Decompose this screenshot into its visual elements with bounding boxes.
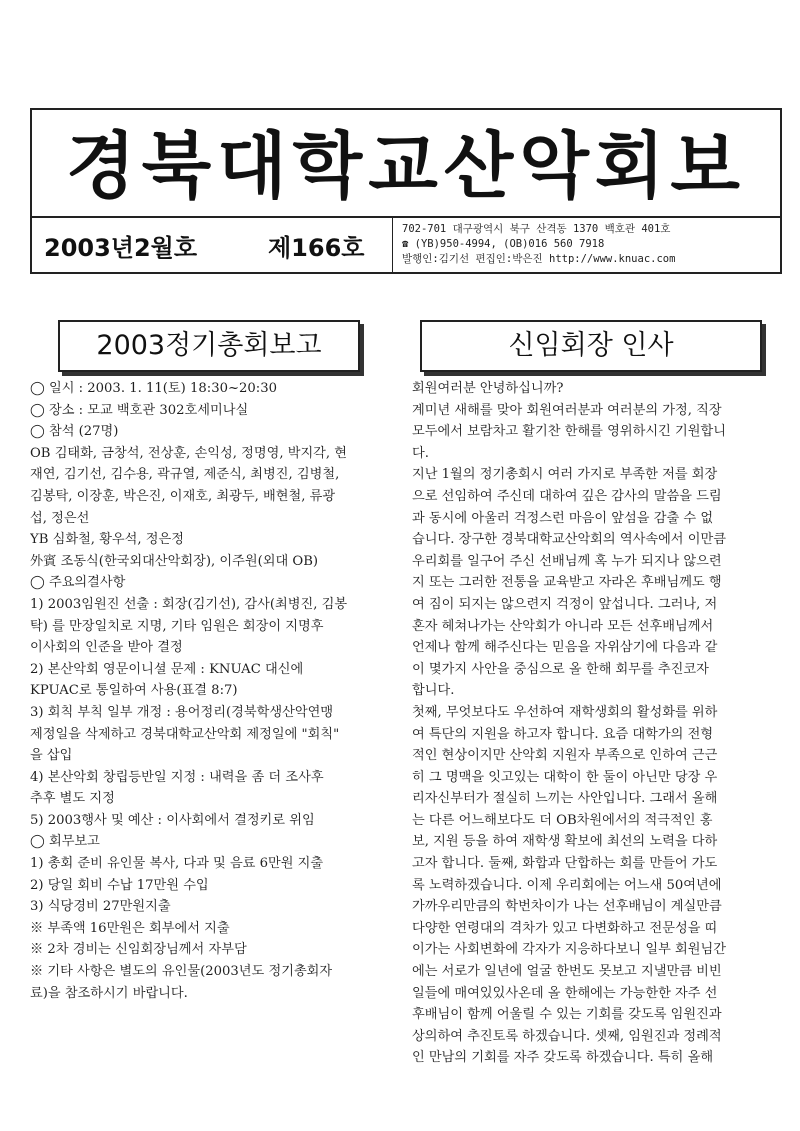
greeting-line: 에는 서로가 일년에 얼굴 한번도 못보고 지낼만큼 비빈 [412,964,722,980]
greeting-line: 습니다. 장구한 경북대학교산악회의 역사속에서 이만큼 [412,532,726,548]
greeting-line: 지난 1월의 정기총회시 여러 가지로 부족한 저를 회장 [412,467,718,483]
report-line: 2) 당일 회비 수납 17만원 수입 [30,877,209,893]
report-line: ◯ 일시 : 2003. 1. 11(토) 18:30~20:30 [30,381,278,396]
greeting-line: 으로 선임하여 주신데 대하여 깊은 감사의 말씀을 드림 [412,488,722,504]
greeting-line: 과 동시에 아울러 걱정스런 마음이 앞섬을 감출 수 없 [412,510,714,526]
greeting-line: 지 또는 그러한 전통을 교육받고 자라온 후배님께도 행 [412,575,722,591]
left-column-title: 2003정기총회보고 [58,320,360,372]
greeting-line: 여 짐이 되지는 않으련지 걱정이 앞섭니다. 그러나, 저 [412,596,718,612]
report-line: 5) 2003행사 및 예산 : 이사회에서 결정키로 위임 [30,812,315,828]
right-column-title: 신임회장 인사 [420,320,762,372]
report-line: 탁) 를 만장일치로 지명, 기타 임원은 회장이 지명후 [30,618,324,634]
greeting-line: 여 특단의 지원을 하고자 합니다. 요즘 대학가의 전형 [412,726,714,742]
greeting-line: 일들에 매여있있사온데 올 한해에는 가능한한 자주 선 [412,985,718,1001]
phone-line: ☎ (YB)950-4994, (OB)016 560 7918 [402,238,605,250]
masthead [30,108,782,218]
greeting-line: 이 몇가지 사안을 중심으로 올 한해 회무를 추진코자 [412,661,709,677]
report-line: 료)을 참조하시기 바랍니다. [30,985,188,1001]
greeting-line: 리자신부터가 절실히 느끼는 사안입니다. 그래서 올해 [412,791,718,807]
report-line: OB 김태화, 금창석, 전상훈, 손익성, 정명영, 박지각, 현 [30,445,348,461]
greeting-line: 합니다. [412,683,455,699]
greeting-line: 는 다른 어느해보다도 더 OB차원에서의 적극적인 홍 [412,812,713,828]
greeting-line: 히 그 명맥을 잇고있는 대학이 한 둘이 아닌만 당장 우 [412,769,718,785]
report-line: 4) 본산악회 창립등반일 지정 : 내력을 좀 더 조사후 [30,769,324,785]
report-line: 을 삽입 [30,748,73,764]
report-line: 1) 총회 준비 유인물 복사, 다과 및 음료 6만원 지출 [30,856,324,872]
issue-divider [392,218,393,272]
report-line: ◯ 참석 (27명) [30,424,119,440]
report-line: ◯ 장소 : 모교 백호관 302호세미나실 [30,402,249,418]
greeting-line: 보, 지원 등을 하여 재학생 확보에 최선의 노력을 다하 [412,834,718,850]
issue-number: 제166호 [268,234,365,262]
report-line: 3) 식당경비 27만원지출 [30,899,171,915]
greeting-line: 적인 현상이지만 산악회 지원자 부족으로 인하여 근근 [412,748,718,764]
report-line: 김봉탁, 이장훈, 박은진, 이재호, 최광두, 배현철, 류광 [30,488,336,504]
report-line: 섭, 정은선 [30,510,90,526]
report-line: 이사회의 인준을 받아 결정 [30,640,183,656]
newsletter-title: 경북대학교산악회보 [66,124,746,208]
publisher-line: 발행인:김기선 편집인:박은진 http://www.knuac.com [402,253,676,265]
greeting-line: 후배님이 함께 어울릴 수 있는 기회를 갖도록 임원진과 [412,1007,722,1023]
report-line: 外賓 조동식(한국외대산악회장), 이주원(외대 OB) [30,553,319,569]
greeting-line: 첫째, 무엇보다도 우선하여 재학생회의 활성화를 위하 [412,704,718,720]
greeting-line: 언제나 함께 해주신다는 믿음을 자위삼기에 다음과 같 [412,640,718,656]
contact-info [402,222,778,267]
issue-date: 2003년2월호 [44,234,198,262]
greeting-line: 가까우리만큼의 학번차이가 나는 선후배님이 계실만큼 [412,899,722,915]
report-line: ※ 부족액 16만원은 회부에서 지출 [30,920,230,936]
greeting-line: 모두에서 보람차고 활기찬 한해를 영위하시긴 기원합니 [412,424,726,440]
report-line: ※ 기타 사항은 별도의 유인물(2003년도 정기총회자 [30,964,333,980]
report-line: ◯ 주요의결사항 [30,575,126,591]
greeting-line: 이가는 사회변화에 각자가 지응하다보니 일부 회원님간 [412,942,726,958]
greeting-line: 다. [412,445,429,461]
greeting-line: 회원여러분 안녕하십니까? [412,381,564,396]
report-line: ※ 2차 경비는 신임회장님께서 자부담 [30,942,247,958]
report-line: 3) 회칙 부칙 일부 개정 : 용어정리(경북학생산악연맹 [30,704,334,720]
greeting-line: 계미년 새해를 맞아 회원여러분과 여러분의 가정, 직장 [412,402,722,418]
meeting-report-body [30,378,390,1004]
report-line: ◯ 회무보고 [30,834,100,850]
report-line: KPUAC로 통일하여 사용(표결 8:7) [30,683,238,699]
president-greeting-body [412,378,768,1069]
greeting-line: 혼자 헤쳐나가는 산악회가 아니라 모든 선후배님께서 [412,618,714,634]
report-line: 재연, 김기선, 김수용, 곽규열, 제준식, 최병진, 김병철, [30,467,340,483]
report-line: 1) 2003임원진 선출 : 회장(김기선), 감사(최병진, 김봉 [30,596,348,612]
report-line: 제정일을 삭제하고 경북대학교산악회 제정일에 "회칙" [30,726,340,742]
greeting-line: 인 만남의 기회를 자주 갖도록 하겠습니다. 특히 올해 [412,1050,714,1066]
report-line: 2) 본산악회 영문이니셜 문제 : KNUAC 대신에 [30,661,304,677]
greeting-line: 고자 합니다. 둘째, 화합과 단합하는 회를 만들어 가도 [412,856,718,872]
report-line: 추후 별도 지정 [30,791,115,807]
greeting-line: 상의하여 추진토록 하겠습니다. 셋째, 임원진과 정례적 [412,1028,722,1044]
greeting-line: 다양한 연령대의 격차가 있고 다변화하고 전문성을 띠 [412,920,718,936]
report-line: YB 심화철, 황우석, 정은정 [30,532,185,548]
issue-bar [30,218,782,274]
greeting-line: 우리회를 일구어 주신 선배님께 혹 누가 되지나 않으련 [412,553,722,569]
address-line: 702-701 대구광역시 북구 산격동 1370 백호관 401호 [402,223,671,235]
greeting-line: 록 노력하겠습니다. 이제 우리회에는 어느새 50여년에 [412,877,722,893]
